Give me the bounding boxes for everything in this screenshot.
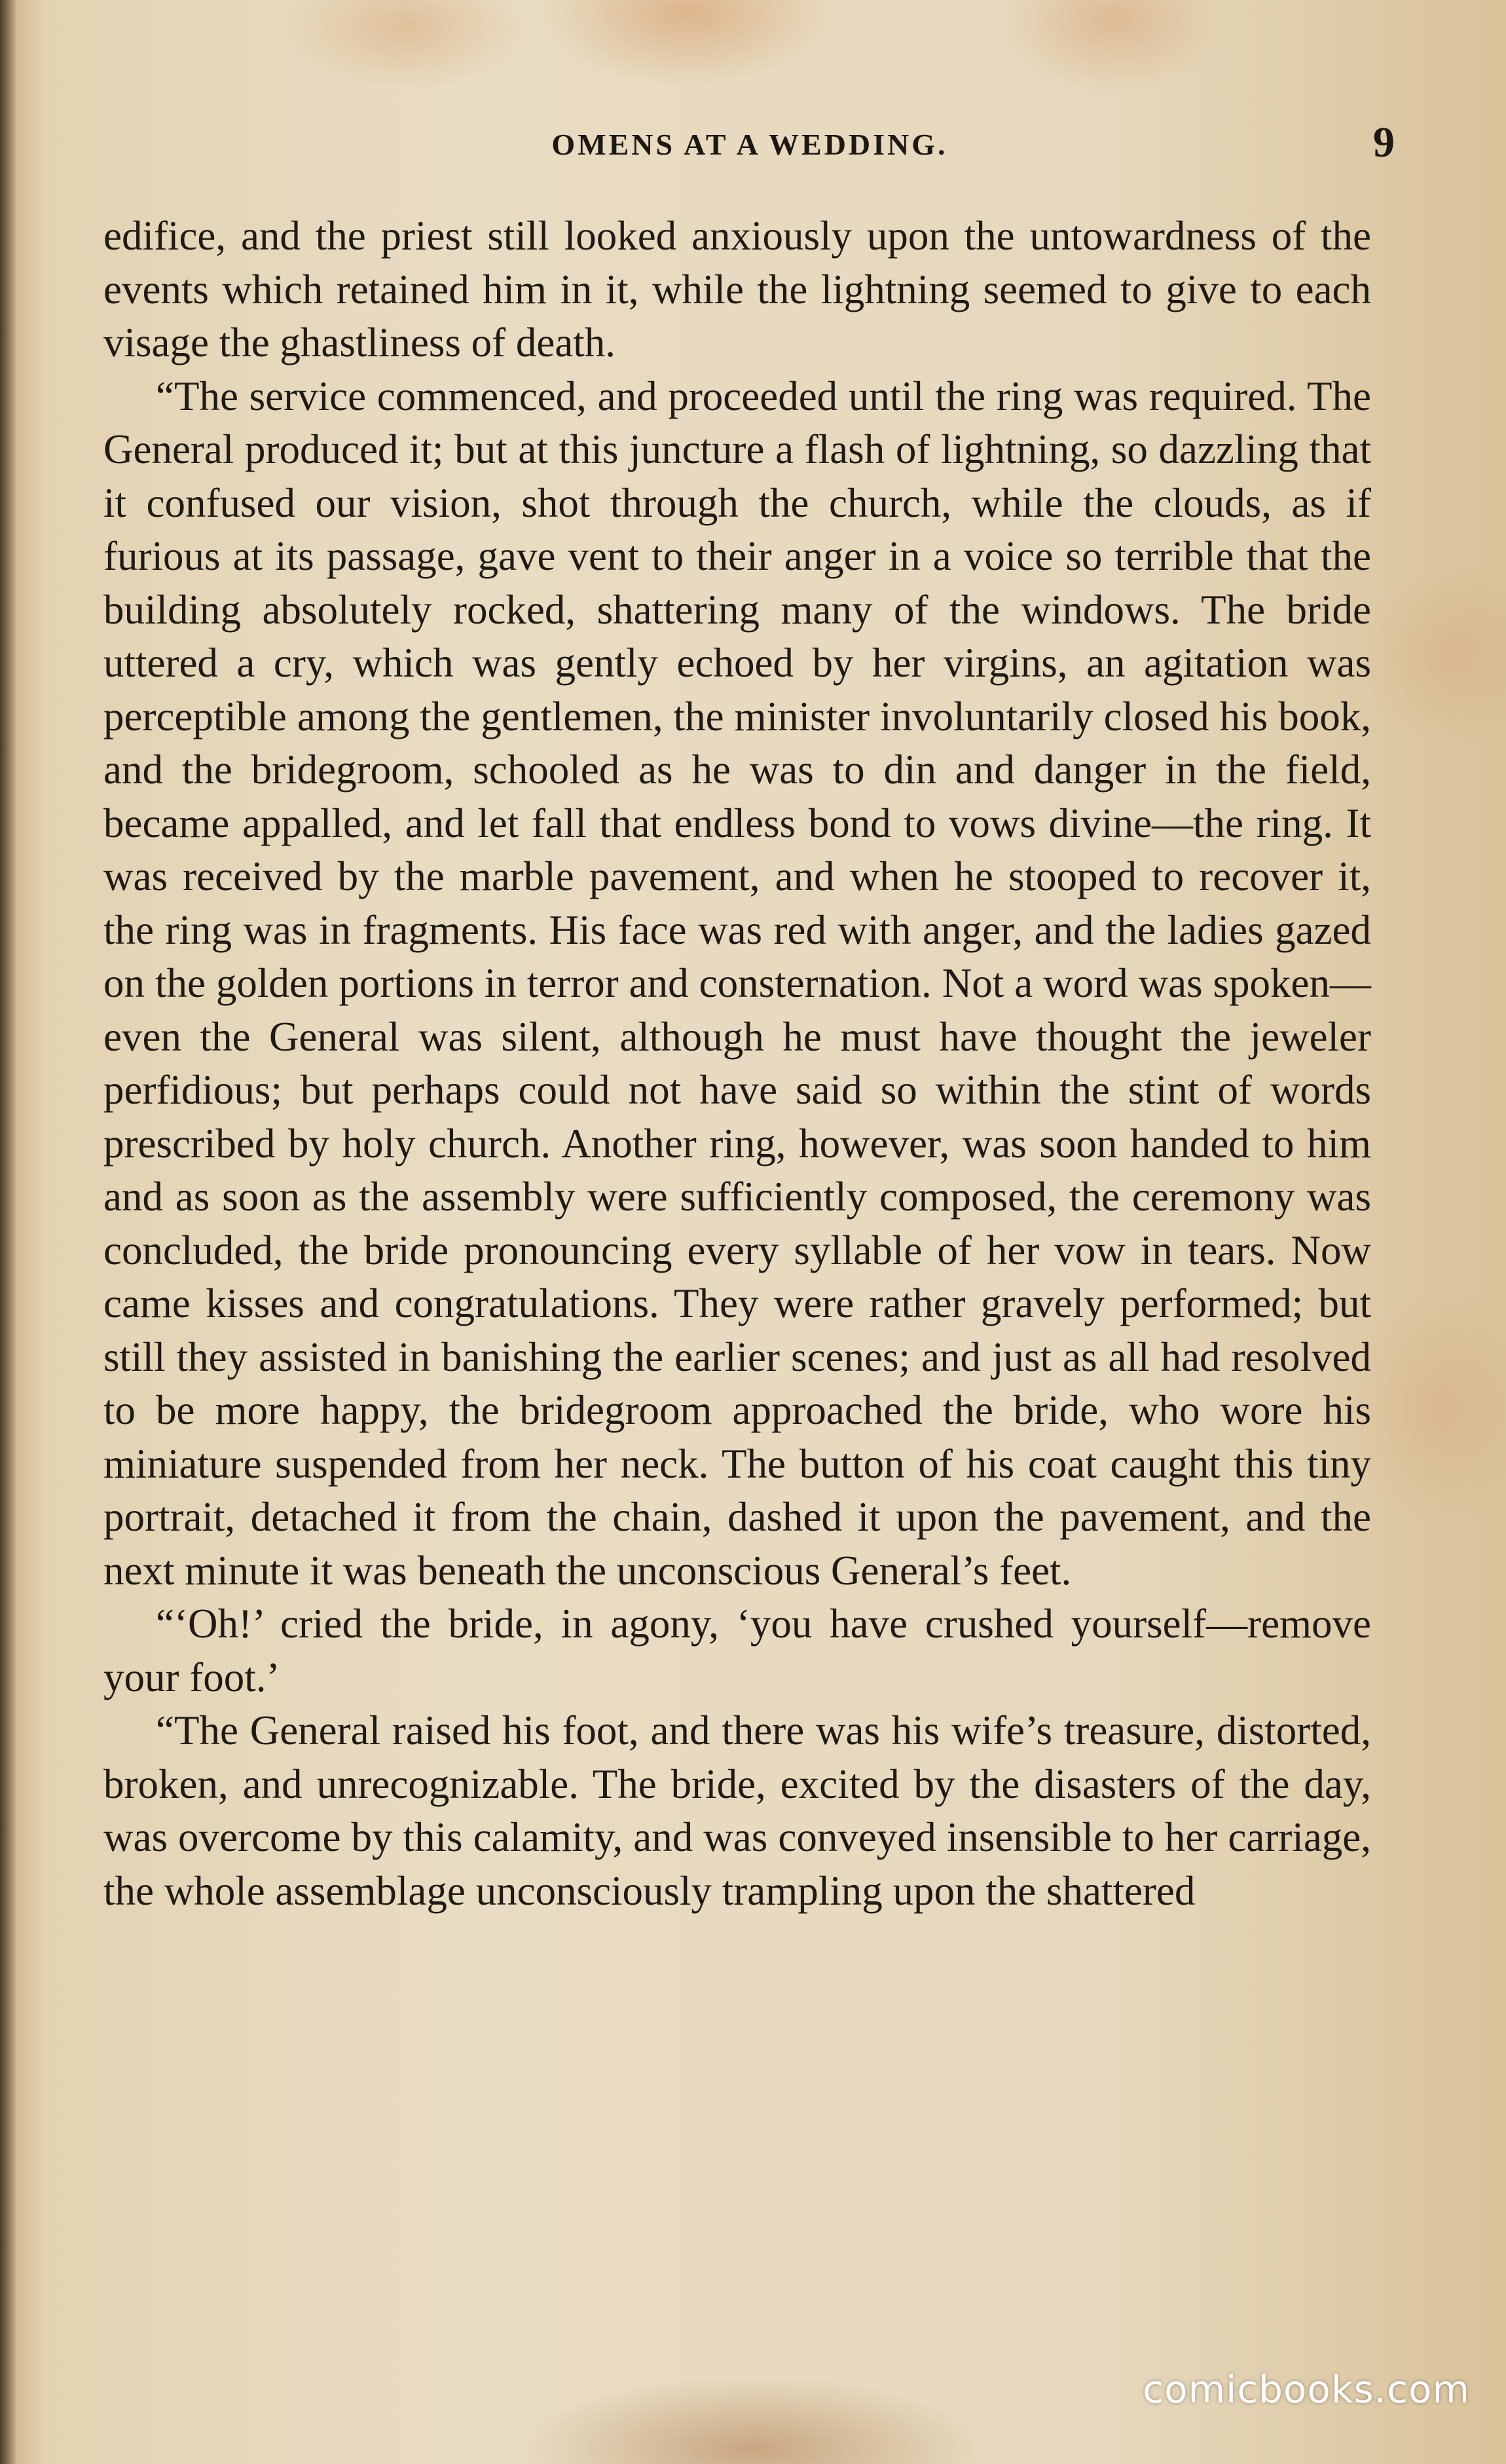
body-text bbox=[103, 210, 1371, 1918]
paragraph-1: edifice, and the priest still looked anxiously upon the untowardness of the events which retained him in it, while the lightning seemed to give to each visage the ghastliness of death. bbox=[103, 213, 1371, 365]
watermark: comicbooks.com bbox=[1143, 2367, 1470, 2412]
paragraph-4: “The General raised his foot, and there was his wife’s treasure, distorted, broken, and unrecognizable. The bride, excited by the disasters of the day, was overcome by this calamity, and was conveyed insensible to her carriage, the whole assemblage unconsciously trampling upon the shattered bbox=[103, 1708, 1371, 1914]
page-number: 9 bbox=[1373, 119, 1395, 166]
page-gutter-shadow bbox=[0, 0, 17, 2464]
running-head bbox=[98, 118, 1401, 170]
running-head-title: OMENS AT A WEDDING. bbox=[551, 128, 948, 161]
paragraph-2: “The service commenced, and proceeded until the ring was required. The General produced it; but at this juncture a flash of lightning, so dazzling that it confused our vision, shot through the church, while the clouds, as if furious at its passage, gave vent to their anger in a voice so terrible that the building absolutely rocked, shattering many of the windows. The bride uttered a cry, which was gently echoed by her virgins, an agitation was perceptible among the gentlemen, the minister involuntarily closed his book, and the bridegroom, schooled as he was to din and danger in the field, became appalled, and let fall that endless bond to vows divine—the ring. It was received by the marble pavement, and when he stooped to recover it, the ring was in fragments. His face was red with anger, and the ladies gazed on the golden portions in terror and consternation. Not a word was spoken—even the General was silent, although he must have thought the jeweler perfidious; but perhaps could not have said so within the stint of words prescribed by holy church. Another ring, however, was soon handed to him and as soon as the assembly were sufficiently composed, the ceremony was concluded, the bride pronouncing every syllable of her vow in tears. Now came kisses and congratulations. They were rather gravely performed; but still they assisted in banishing the earlier scenes; and just as all had resolved to be more happy, the bridegroom approached the bride, who wore his miniature suspended from her neck. The button of his coat caught this tiny portrait, detached it from the chain, dashed it upon the pavement, and the next minute it was beneath the unconscious General’s feet. bbox=[103, 373, 1371, 1594]
paragraph-3: “‘Oh!’ cried the bride, in agony, ‘you have crushed yourself—remove your foot.’ bbox=[103, 1601, 1371, 1700]
